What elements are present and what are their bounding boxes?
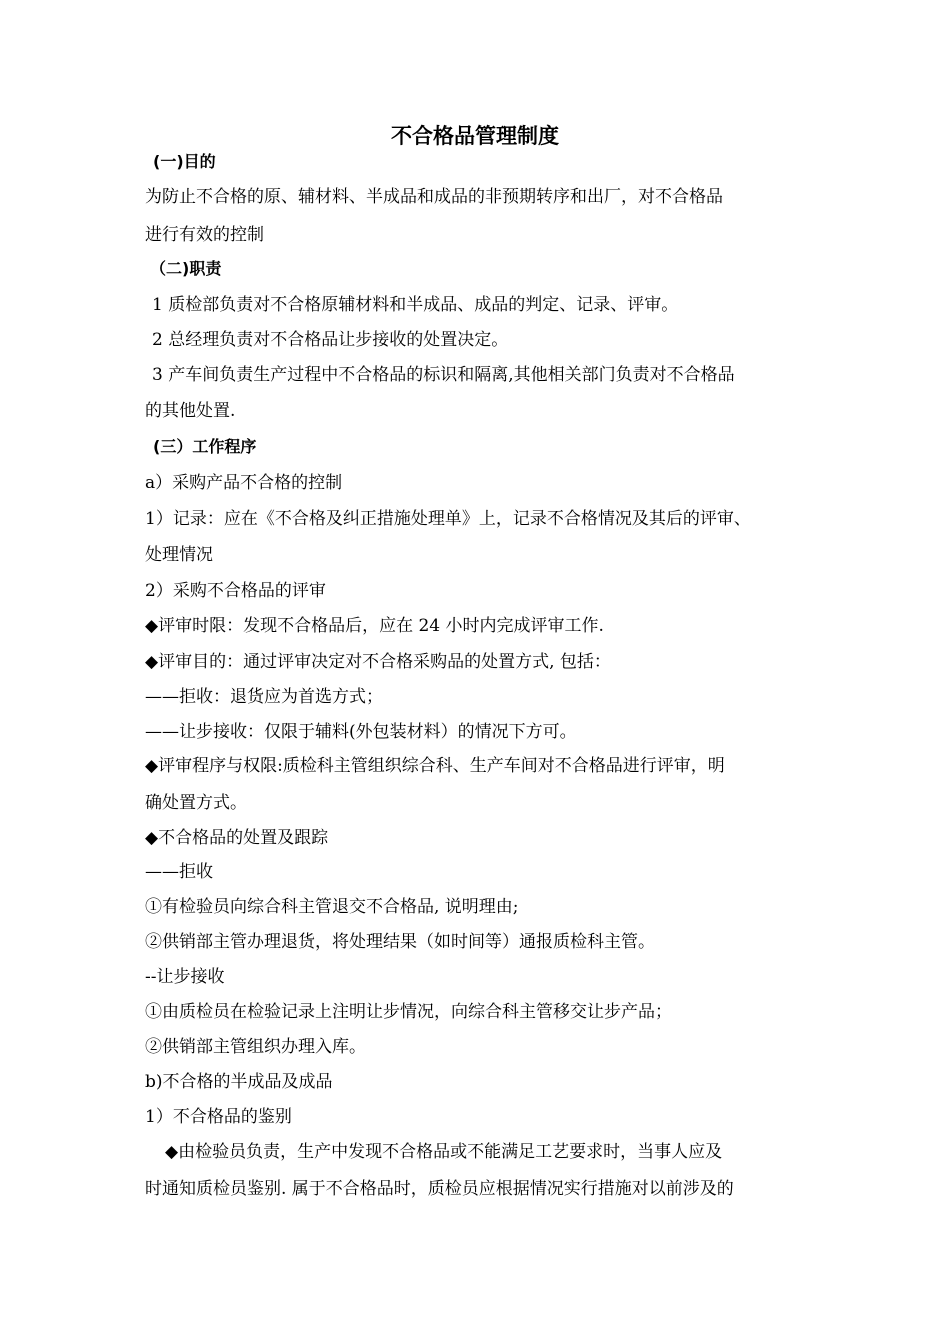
section-heading-duties: （二)职责	[150, 259, 222, 278]
paragraph-line: 3 产车间负责生产过程中不合格品的标识和隔离,其他相关部门负责对不合格品	[152, 365, 735, 385]
paragraph-line: 进行有效的控制	[145, 225, 264, 245]
paragraph-line: ◆评审时限：发现不合格品后，应在 24 小时内完成评审工作.	[145, 616, 604, 636]
paragraph-line: a）采购产品不合格的控制	[145, 473, 343, 493]
section-heading-procedure: (三）工作程序	[153, 437, 257, 456]
paragraph-line: b)不合格的半成品及成品	[145, 1072, 333, 1092]
paragraph-line: 时通知质检员鉴别. 属于不合格品时，质检员应根据情况实行措施对以前涉及的	[145, 1179, 734, 1199]
paragraph-line: ——拒收：退货应为首选方式；	[145, 687, 383, 707]
paragraph-line: 确处置方式。	[145, 793, 247, 813]
paragraph-line: ②供销部主管办理退货，将处理结果（如时间等）通报质检科主管。	[145, 932, 655, 952]
paragraph-line: 为防止不合格的原、辅材料、半成品和成品的非预期转序和出厂，对不合格品	[145, 187, 723, 207]
paragraph-line: 1 质检部负责对不合格原辅材料和半成品、成品的判定、记录、评审。	[152, 295, 679, 315]
paragraph-line: ②供销部主管组织办理入库。	[145, 1037, 366, 1057]
document-title: 不合格品管理制度	[391, 124, 559, 148]
paragraph-line: ——让步接收：仅限于辅料(外包装材料）的情况下方可。	[145, 722, 577, 742]
paragraph-line: 处理情况	[145, 545, 213, 565]
paragraph-line: ◆评审程序与权限:质检科主管组织综合科、生产车间对不合格品进行评审，明	[145, 756, 725, 776]
paragraph-line: ①由质检员在检验记录上注明让步情况，向综合科主管移交让步产品；	[145, 1002, 672, 1022]
paragraph-line: ——拒收	[145, 862, 213, 882]
paragraph-line: ◆由检验员负责，生产中发现不合格品或不能满足工艺要求时，当事人应及	[165, 1142, 723, 1162]
paragraph-line: 2 总经理负责对不合格品让步接收的处置决定。	[152, 330, 509, 350]
paragraph-line: ◆不合格品的处置及跟踪	[145, 828, 329, 848]
paragraph-line: 1）不合格品的鉴别	[145, 1107, 292, 1127]
paragraph-line: ①有检验员向综合科主管退交不合格品, 说明理由;	[145, 897, 519, 917]
paragraph-line: 1）记录：应在《不合格及纠正措施处理单》上，记录不合格情况及其后的评审、	[145, 509, 751, 529]
section-heading-purpose: (一)目的	[153, 152, 216, 171]
paragraph-line: 2）采购不合格品的评审	[145, 581, 326, 601]
paragraph-line: --让步接收	[145, 967, 225, 987]
paragraph-line: ◆评审目的：通过评审决定对不合格采购品的处置方式, 包括：	[145, 652, 611, 672]
paragraph-line: 的其他处置.	[145, 401, 236, 421]
